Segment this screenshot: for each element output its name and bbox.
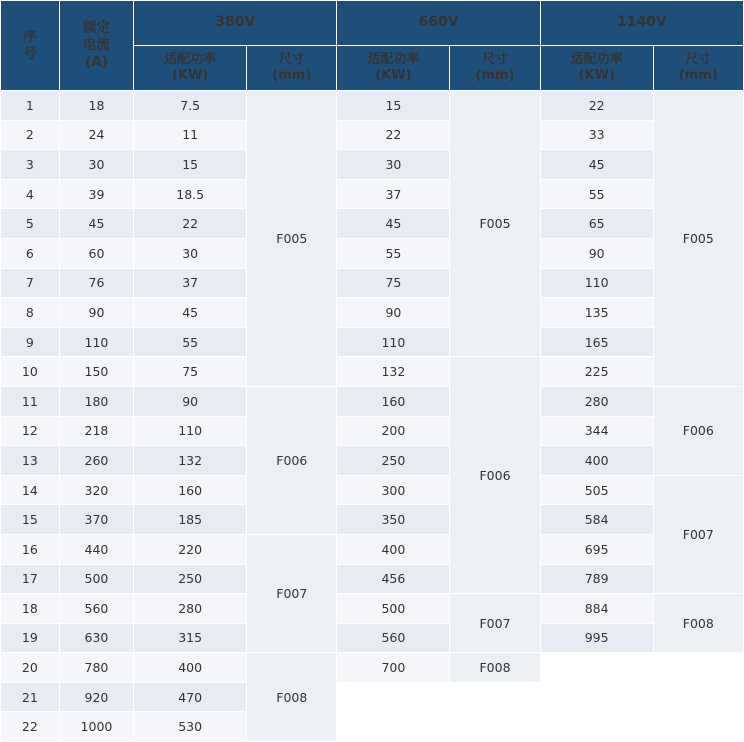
table-row xyxy=(1,446,744,476)
table-row xyxy=(1,653,744,683)
cell-serial-number: 4 xyxy=(1,179,60,209)
cell-serial-number: 13 xyxy=(1,446,60,476)
cell-power-380v: 110 xyxy=(134,416,247,446)
table-row xyxy=(1,209,744,239)
header-power-660-line1: 适配功率 xyxy=(367,51,420,67)
cell-rated-current: 320 xyxy=(59,475,134,505)
header-serial-line1: 序 xyxy=(23,28,37,45)
cell-rated-current: 39 xyxy=(59,179,134,209)
table-row xyxy=(1,268,744,298)
header-serial-number xyxy=(1,1,60,91)
cell-rated-current: 1000 xyxy=(59,712,134,742)
cell-power-380v: 30 xyxy=(134,238,247,268)
header-current-line2: 电流 xyxy=(82,37,110,54)
header-size-660-line2: (mm) xyxy=(475,68,515,83)
table-row xyxy=(1,682,744,712)
cell-serial-number: 9 xyxy=(1,327,60,357)
cell-serial-number: 7 xyxy=(1,268,60,298)
cell-rated-current: 45 xyxy=(59,209,134,239)
cell-power-380v: 37 xyxy=(134,268,247,298)
cell-rated-current: 560 xyxy=(59,594,134,624)
cell-serial-number: 18 xyxy=(1,594,60,624)
cell-power-660v: 456 xyxy=(337,564,450,594)
table-row xyxy=(1,150,744,180)
cell-power-660v: 500 xyxy=(337,594,450,624)
cell-power-660v: 22 xyxy=(337,120,450,150)
table-row xyxy=(1,357,744,387)
cell-serial-number: 22 xyxy=(1,712,60,742)
cell-power-660v: 160 xyxy=(337,386,450,416)
cell-power-660v: 110 xyxy=(337,327,450,357)
table-row xyxy=(1,298,744,328)
cell-rated-current: 24 xyxy=(59,120,134,150)
cell-serial-number: 12 xyxy=(1,416,60,446)
cell-power-1140v: 135 xyxy=(540,298,653,328)
cell-power-380v: 90 xyxy=(134,386,247,416)
table-header xyxy=(1,1,744,91)
header-current-line3: (A) xyxy=(85,53,108,70)
cell-power-380v: 250 xyxy=(134,564,247,594)
cell-size-660v: F008 xyxy=(450,653,540,683)
cell-power-660v: 45 xyxy=(337,209,450,239)
cell-rated-current: 440 xyxy=(59,534,134,564)
table-row xyxy=(1,238,744,268)
cell-power-660v: 300 xyxy=(337,475,450,505)
cell-power-660v: 700 xyxy=(337,653,450,683)
cell-serial-number: 10 xyxy=(1,357,60,387)
cell-power-1140v: 165 xyxy=(540,327,653,357)
cell-power-380v: 315 xyxy=(134,623,247,653)
cell-size-660v-empty xyxy=(450,712,540,742)
cell-power-380v: 470 xyxy=(134,682,247,712)
header-size-380v xyxy=(247,46,337,91)
table-body xyxy=(1,91,744,742)
cell-power-1140v: 584 xyxy=(540,505,653,535)
header-serial-line2: 号 xyxy=(23,45,37,62)
cell-rated-current: 110 xyxy=(59,327,134,357)
cell-serial-number: 17 xyxy=(1,564,60,594)
cell-power-380v: 185 xyxy=(134,505,247,535)
cell-serial-number: 21 xyxy=(1,682,60,712)
cell-power-380v: 530 xyxy=(134,712,247,742)
cell-power-660v: 350 xyxy=(337,505,450,535)
cell-power-660v: 200 xyxy=(337,416,450,446)
cell-power-380v: 18.5 xyxy=(134,179,247,209)
header-current-line1: 额定 xyxy=(82,20,110,37)
header-size-660v xyxy=(450,46,540,91)
cell-rated-current: 150 xyxy=(59,357,134,387)
cell-size-1140v: F006 xyxy=(653,386,743,475)
cell-power-1140v: 695 xyxy=(540,534,653,564)
cell-rated-current: 18 xyxy=(59,91,134,121)
header-size-1140-line1: 尺寸 xyxy=(685,51,712,67)
cell-power-660v: 132 xyxy=(337,357,450,387)
cell-size-1140v-empty xyxy=(653,682,743,712)
header-power-660-line2: (KW) xyxy=(375,68,412,83)
cell-power-660v: 37 xyxy=(337,179,450,209)
cell-power-660v: 90 xyxy=(337,298,450,328)
cell-power-380v: 11 xyxy=(134,120,247,150)
cell-size-660v-empty xyxy=(450,682,540,712)
header-power-1140v xyxy=(540,46,653,91)
cell-rated-current: 370 xyxy=(59,505,134,535)
header-group-1140v: 1140V xyxy=(540,1,743,46)
cell-rated-current: 218 xyxy=(59,416,134,446)
cell-size-380v: F005 xyxy=(247,91,337,387)
cell-power-380v: 75 xyxy=(134,357,247,387)
cell-power-380v: 280 xyxy=(134,594,247,624)
table-row xyxy=(1,475,744,505)
cell-power-660v: 75 xyxy=(337,268,450,298)
cell-power-1140v: 789 xyxy=(540,564,653,594)
cell-power-660v: 400 xyxy=(337,534,450,564)
cell-power-1140v: 65 xyxy=(540,209,653,239)
header-power-380-line2: (KW) xyxy=(172,68,209,83)
cell-power-660v: 250 xyxy=(337,446,450,476)
cell-rated-current: 180 xyxy=(59,386,134,416)
cell-size-1140v: F008 xyxy=(653,594,743,653)
header-power-1140-line1: 适配功率 xyxy=(570,51,623,67)
header-size-380-line2: (mm) xyxy=(272,68,312,83)
cell-power-380v: 400 xyxy=(134,653,247,683)
cell-serial-number: 11 xyxy=(1,386,60,416)
header-size-380-line1: 尺寸 xyxy=(278,51,305,67)
table-row xyxy=(1,534,744,564)
cell-serial-number: 20 xyxy=(1,653,60,683)
cell-power-660v: 30 xyxy=(337,150,450,180)
cell-power-660v: 15 xyxy=(337,91,450,121)
cell-rated-current: 500 xyxy=(59,564,134,594)
cell-size-1140v-empty xyxy=(653,653,743,683)
cell-serial-number: 19 xyxy=(1,623,60,653)
table-row xyxy=(1,179,744,209)
table-row xyxy=(1,416,744,446)
table-row xyxy=(1,564,744,594)
cell-power-1140v xyxy=(540,653,653,683)
cell-power-1140v xyxy=(540,682,653,712)
cell-power-1140v: 33 xyxy=(540,120,653,150)
header-group-380v: 380V xyxy=(134,1,337,46)
cell-serial-number: 16 xyxy=(1,534,60,564)
cell-size-380v: F007 xyxy=(247,534,337,652)
cell-power-1140v: 90 xyxy=(540,238,653,268)
table-row xyxy=(1,594,744,624)
cell-power-380v: 45 xyxy=(134,298,247,328)
cell-size-1140v: F005 xyxy=(653,91,743,387)
cell-rated-current: 260 xyxy=(59,446,134,476)
cell-power-1140v: 45 xyxy=(540,150,653,180)
cell-rated-current: 630 xyxy=(59,623,134,653)
cell-rated-current: 76 xyxy=(59,268,134,298)
cell-power-1140v: 110 xyxy=(540,268,653,298)
table-row xyxy=(1,712,744,742)
cell-power-1140v: 22 xyxy=(540,91,653,121)
cell-rated-current: 780 xyxy=(59,653,134,683)
cell-power-1140v: 505 xyxy=(540,475,653,505)
cell-serial-number: 14 xyxy=(1,475,60,505)
cell-serial-number: 15 xyxy=(1,505,60,535)
cell-power-380v: 55 xyxy=(134,327,247,357)
cell-power-1140v: 400 xyxy=(540,446,653,476)
cell-power-660v xyxy=(337,712,450,742)
cell-power-1140v: 884 xyxy=(540,594,653,624)
cell-power-380v: 132 xyxy=(134,446,247,476)
table-row xyxy=(1,386,744,416)
header-size-1140-line2: (mm) xyxy=(678,68,718,83)
cell-power-1140v: 995 xyxy=(540,623,653,653)
header-size-1140v xyxy=(653,46,743,91)
cell-rated-current: 90 xyxy=(59,298,134,328)
cell-power-660v xyxy=(337,682,450,712)
cell-serial-number: 6 xyxy=(1,238,60,268)
header-power-1140-line2: (KW) xyxy=(578,68,615,83)
header-group-660v: 660V xyxy=(337,1,540,46)
table-row xyxy=(1,91,744,121)
cell-power-380v: 7.5 xyxy=(134,91,247,121)
cell-power-660v: 560 xyxy=(337,623,450,653)
cell-serial-number: 3 xyxy=(1,150,60,180)
cell-rated-current: 30 xyxy=(59,150,134,180)
cell-size-660v: F007 xyxy=(450,594,540,653)
cell-power-380v: 15 xyxy=(134,150,247,180)
cell-size-1140v-empty xyxy=(653,712,743,742)
table-row xyxy=(1,623,744,653)
header-rated-current xyxy=(59,1,134,91)
cell-power-660v: 55 xyxy=(337,238,450,268)
cell-power-380v: 160 xyxy=(134,475,247,505)
header-size-660-line1: 尺寸 xyxy=(482,51,509,67)
table-row xyxy=(1,327,744,357)
cell-serial-number: 8 xyxy=(1,298,60,328)
header-power-380-line1: 适配功率 xyxy=(164,51,217,67)
cell-power-1140v xyxy=(540,712,653,742)
cell-power-380v: 220 xyxy=(134,534,247,564)
cell-serial-number: 1 xyxy=(1,91,60,121)
cell-power-1140v: 280 xyxy=(540,386,653,416)
cell-size-380v: F008 xyxy=(247,653,337,742)
cell-power-380v: 22 xyxy=(134,209,247,239)
cell-rated-current: 60 xyxy=(59,238,134,268)
cell-serial-number: 5 xyxy=(1,209,60,239)
cell-serial-number: 2 xyxy=(1,120,60,150)
table-row xyxy=(1,505,744,535)
table-row xyxy=(1,120,744,150)
cell-power-1140v: 344 xyxy=(540,416,653,446)
cell-size-1140v: F007 xyxy=(653,475,743,593)
cell-size-660v: F006 xyxy=(450,357,540,594)
cell-power-1140v: 55 xyxy=(540,179,653,209)
header-power-380v xyxy=(134,46,247,91)
cell-size-380v: F006 xyxy=(247,386,337,534)
cell-size-660v: F005 xyxy=(450,91,540,357)
cell-power-1140v: 225 xyxy=(540,357,653,387)
header-power-660v xyxy=(337,46,450,91)
cell-rated-current: 920 xyxy=(59,682,134,712)
